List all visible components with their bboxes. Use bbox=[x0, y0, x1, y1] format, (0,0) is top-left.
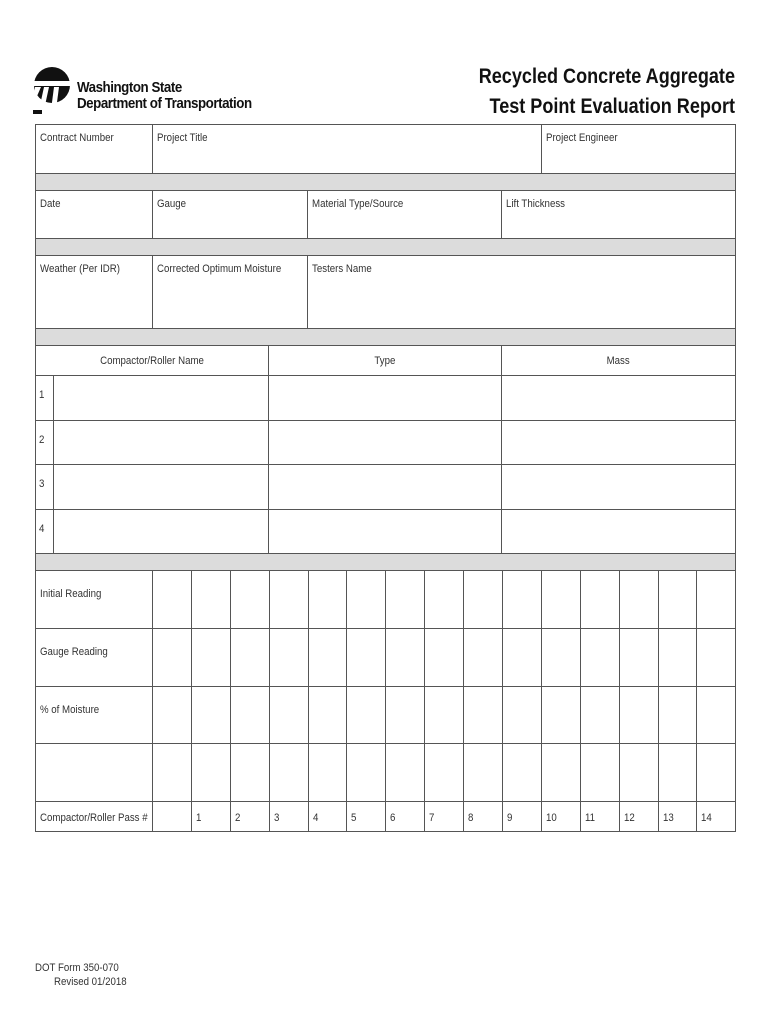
project-engineer-label: Project Engineer bbox=[546, 132, 618, 144]
roller-row-number: 3 bbox=[36, 465, 54, 509]
conditions-row bbox=[35, 255, 736, 328]
section-separator bbox=[35, 328, 736, 345]
roller-row-number: 1 bbox=[36, 376, 54, 420]
testers-name-field[interactable] bbox=[308, 256, 735, 328]
reading-input-cell[interactable] bbox=[386, 687, 425, 743]
reading-input-cell[interactable] bbox=[464, 629, 503, 686]
roller-type-input[interactable] bbox=[269, 421, 502, 464]
project-info-row bbox=[35, 124, 736, 173]
testers-name-label: Testers Name bbox=[312, 263, 372, 275]
reading-input-cell[interactable] bbox=[620, 687, 659, 743]
date-field[interactable] bbox=[36, 191, 153, 238]
reading-input-cell[interactable] bbox=[659, 571, 698, 628]
weather-field[interactable] bbox=[36, 256, 153, 328]
reading-input-cell[interactable] bbox=[309, 744, 348, 801]
reading-input-cell[interactable] bbox=[659, 687, 698, 743]
roller-row-number: 2 bbox=[36, 421, 54, 464]
agency-line-2: Department of Transportation bbox=[77, 96, 252, 112]
reading-input-cell[interactable] bbox=[347, 571, 386, 628]
pass-number-cell: 7 bbox=[425, 802, 464, 831]
wsdot-logo-icon bbox=[33, 60, 71, 116]
form-title-line-1: Recycled Concrete Aggregate bbox=[478, 65, 735, 88]
pass-number-cell: 3 bbox=[270, 802, 309, 831]
project-engineer-field[interactable] bbox=[542, 125, 735, 173]
reading-row bbox=[35, 570, 736, 628]
roller-mass-input[interactable] bbox=[502, 510, 735, 553]
reading-input-cell[interactable] bbox=[153, 687, 192, 743]
reading-input-cell[interactable] bbox=[581, 744, 620, 801]
project-title-field[interactable] bbox=[153, 125, 542, 173]
reading-input-cell[interactable] bbox=[425, 571, 464, 628]
reading-input-cell[interactable] bbox=[542, 687, 581, 743]
pass-number-row bbox=[35, 801, 736, 832]
reading-input-cell[interactable] bbox=[425, 687, 464, 743]
form-number: DOT Form 350-070 bbox=[35, 962, 119, 974]
reading-input-cell[interactable] bbox=[659, 629, 698, 686]
reading-input-cell[interactable] bbox=[542, 744, 581, 801]
reading-row bbox=[35, 686, 736, 743]
section-separator bbox=[35, 553, 736, 570]
roller-name-input[interactable] bbox=[54, 421, 269, 464]
material-type-source-field[interactable] bbox=[308, 191, 502, 238]
reading-input-cell[interactable] bbox=[231, 744, 270, 801]
reading-input-cell[interactable] bbox=[309, 687, 348, 743]
pass-number-cell: 11 bbox=[581, 802, 620, 831]
agency-line-1: Washington State bbox=[77, 80, 182, 96]
project-title-label: Project Title bbox=[157, 132, 208, 144]
roller-type-input[interactable] bbox=[269, 465, 502, 509]
pass-number-cell: 9 bbox=[503, 802, 542, 831]
reading-input-cell[interactable] bbox=[270, 744, 309, 801]
reading-input-cell[interactable] bbox=[270, 629, 309, 686]
reading-input-cell[interactable] bbox=[464, 571, 503, 628]
contract-number-label: Contract Number bbox=[40, 132, 114, 144]
reading-input-cell[interactable] bbox=[620, 571, 659, 628]
reading-input-cell[interactable] bbox=[581, 629, 620, 686]
reading-input-cell[interactable] bbox=[697, 744, 735, 801]
roller-name-input[interactable] bbox=[54, 376, 269, 420]
corrected-optimum-moisture-label: Corrected Optimum Moisture bbox=[157, 263, 282, 275]
reading-input-cell[interactable] bbox=[386, 744, 425, 801]
roller-mass-input[interactable] bbox=[502, 376, 735, 420]
reading-input-cell[interactable] bbox=[386, 629, 425, 686]
reading-input-cell[interactable] bbox=[620, 629, 659, 686]
reading-row-label: Initial Reading bbox=[36, 571, 153, 628]
reading-input-cell[interactable] bbox=[581, 687, 620, 743]
gauge-label: Gauge bbox=[157, 198, 187, 210]
roller-name-input[interactable] bbox=[54, 465, 269, 509]
reading-input-cell[interactable] bbox=[192, 629, 231, 686]
reading-input-cell[interactable] bbox=[309, 629, 348, 686]
reading-row-label: % of Moisture bbox=[36, 687, 153, 743]
section-separator bbox=[35, 238, 736, 255]
pass-number-cell: 14 bbox=[701, 812, 713, 824]
roller-name-header: Compactor/Roller Name bbox=[36, 346, 269, 375]
gauge-field[interactable] bbox=[153, 191, 308, 238]
reading-input-cell[interactable] bbox=[309, 571, 348, 628]
section-separator bbox=[35, 173, 736, 190]
reading-input-cell[interactable] bbox=[464, 687, 503, 743]
roller-type-header: Type bbox=[269, 346, 502, 375]
reading-input-cell[interactable] bbox=[270, 687, 309, 743]
reading-grid bbox=[35, 570, 736, 801]
pass-number-cell: 6 bbox=[386, 802, 425, 831]
reading-input-cell[interactable] bbox=[503, 571, 542, 628]
roller-row bbox=[35, 509, 736, 553]
pass-number-cell bbox=[153, 802, 192, 831]
reading-input-cell[interactable] bbox=[192, 687, 231, 743]
roller-mass-input[interactable] bbox=[502, 465, 735, 509]
pass-number-cell: 8 bbox=[464, 802, 503, 831]
corrected-optimum-moisture-field[interactable] bbox=[153, 256, 308, 328]
roller-type-input[interactable] bbox=[269, 376, 502, 420]
roller-mass-input[interactable] bbox=[502, 421, 735, 464]
reading-input-cell[interactable] bbox=[347, 687, 386, 743]
reading-input-cell[interactable] bbox=[386, 571, 425, 628]
pass-number-cell: 1 bbox=[192, 802, 231, 831]
reading-input-cell[interactable] bbox=[153, 629, 192, 686]
form-footer bbox=[35, 961, 137, 989]
roller-name-input[interactable] bbox=[54, 510, 269, 553]
pass-number-cell: 4 bbox=[309, 802, 348, 831]
reading-input-cell[interactable] bbox=[581, 571, 620, 628]
form-title bbox=[479, 62, 735, 122]
lift-thickness-label: Lift Thickness bbox=[506, 198, 566, 210]
date-label: Date bbox=[40, 198, 61, 210]
pass-number-cell: 2 bbox=[231, 802, 270, 831]
reading-input-cell[interactable] bbox=[231, 629, 270, 686]
reading-input-cell[interactable] bbox=[659, 744, 698, 801]
pass-row-label: Compactor/Roller Pass # bbox=[36, 802, 153, 831]
reading-input-cell[interactable] bbox=[231, 687, 270, 743]
reading-row bbox=[35, 743, 736, 801]
reading-input-cell[interactable] bbox=[542, 629, 581, 686]
reading-input-cell[interactable] bbox=[464, 744, 503, 801]
roller-row-number: 4 bbox=[36, 510, 54, 553]
reading-input-cell[interactable] bbox=[347, 629, 386, 686]
revision-date: Revised 01/2018 bbox=[54, 976, 127, 988]
reading-input-cell[interactable] bbox=[270, 571, 309, 628]
lift-thickness-field[interactable] bbox=[502, 191, 735, 238]
page-header bbox=[0, 0, 770, 125]
roller-type-input[interactable] bbox=[269, 510, 502, 553]
reading-input-cell[interactable] bbox=[153, 571, 192, 628]
roller-table-header bbox=[35, 345, 736, 375]
form-title-line-2: Test Point Evaluation Report bbox=[489, 95, 735, 118]
roller-row bbox=[35, 464, 736, 509]
reading-row-label bbox=[36, 744, 153, 801]
weather-label: Weather (Per IDR) bbox=[40, 263, 120, 275]
reading-input-cell[interactable] bbox=[425, 629, 464, 686]
evaluation-form bbox=[35, 124, 736, 832]
reading-input-cell[interactable] bbox=[503, 687, 542, 743]
reading-input-cell[interactable] bbox=[192, 744, 231, 801]
roller-row bbox=[35, 375, 736, 420]
reading-input-cell[interactable] bbox=[503, 629, 542, 686]
reading-row-label: Gauge Reading bbox=[36, 629, 153, 686]
reading-input-cell[interactable] bbox=[503, 744, 542, 801]
pass-number-cell: 13 bbox=[659, 802, 698, 831]
test-info-row bbox=[35, 190, 736, 238]
reading-input-cell[interactable] bbox=[620, 744, 659, 801]
pass-number-cell: 5 bbox=[347, 802, 386, 831]
reading-input-cell[interactable] bbox=[425, 744, 464, 801]
reading-input-cell[interactable] bbox=[697, 629, 735, 686]
reading-input-cell[interactable] bbox=[231, 571, 270, 628]
reading-input-cell[interactable] bbox=[192, 571, 231, 628]
pass-number-cell: 10 bbox=[542, 802, 581, 831]
reading-input-cell[interactable] bbox=[153, 744, 192, 801]
reading-input-cell[interactable] bbox=[697, 687, 735, 743]
contract-number-field[interactable] bbox=[36, 125, 153, 173]
pass-number-cell: 12 bbox=[620, 802, 659, 831]
roller-row bbox=[35, 420, 736, 464]
reading-row bbox=[35, 628, 736, 686]
reading-input-cell[interactable] bbox=[347, 744, 386, 801]
reading-input-cell[interactable] bbox=[542, 571, 581, 628]
roller-mass-header: Mass bbox=[606, 355, 631, 367]
agency-name bbox=[77, 80, 252, 112]
reading-input-cell[interactable] bbox=[697, 571, 735, 628]
material-type-source-label: Material Type/Source bbox=[312, 198, 404, 210]
